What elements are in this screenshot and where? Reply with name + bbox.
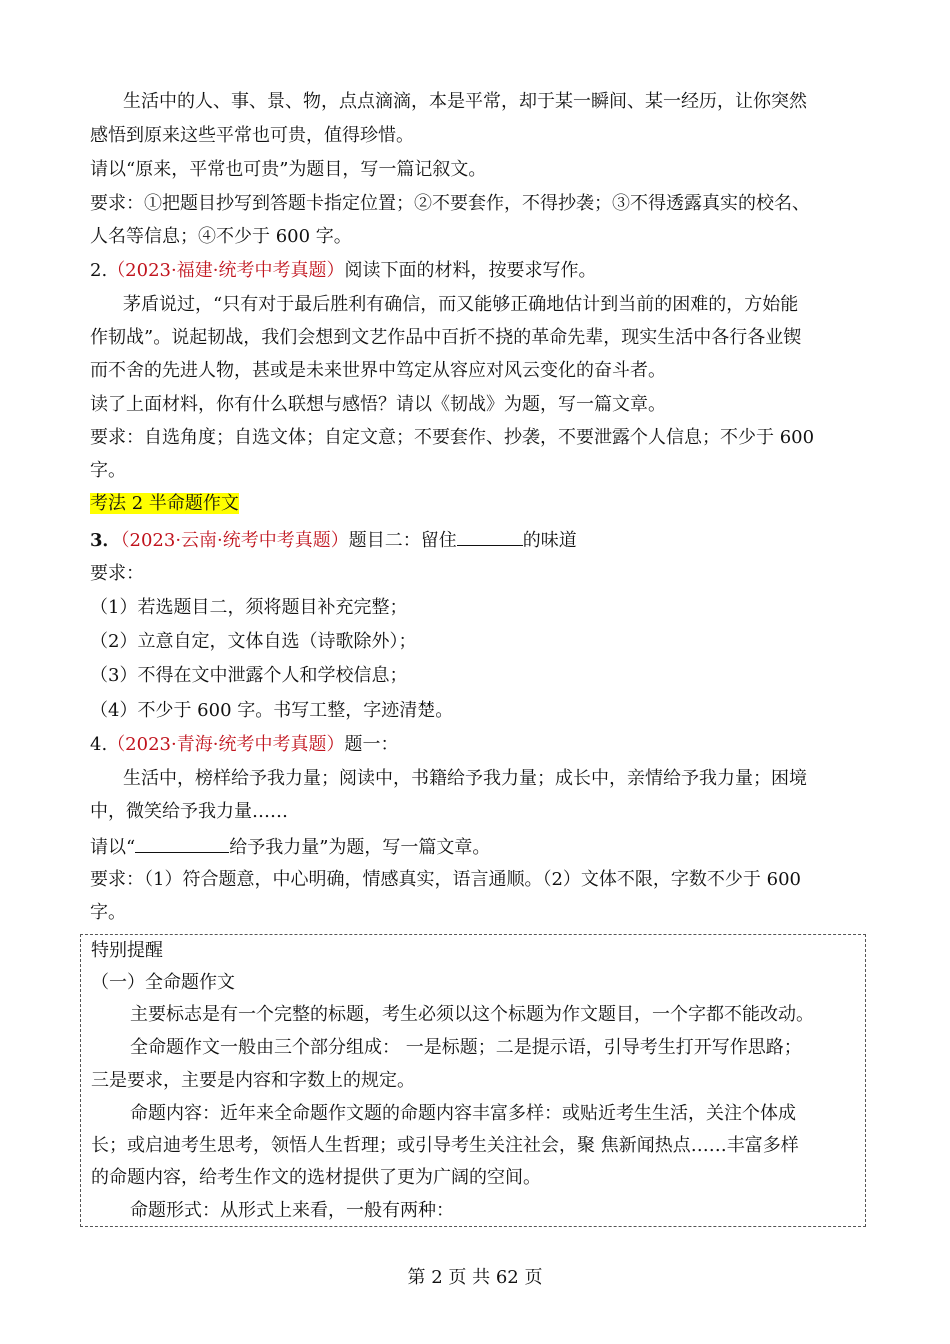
q2-prompt: 读了上面材料，你有什么联想与感悟？请以《韧战》为题，写一篇文章。 (90, 394, 666, 415)
special-tip-box (80, 934, 866, 1227)
q3-header (90, 527, 577, 553)
q3-number: 3． (90, 530, 121, 551)
q1-requirements-line1: 要求：①把题目抄写到答题卡指定位置；②不要套作，不得抄袭；③不得透露真实的校名、 (90, 193, 810, 214)
q3-source: （2023·云南·统考中考真题） (120, 530, 349, 551)
q1-paragraph-line2: 感悟到原来这些平常也可贵，值得珍惜。 (90, 125, 414, 146)
q2-source: （2023·福建·统考中考真题） (107, 260, 345, 281)
q2-instruction: 阅读下面的材料，按要求写作。 (344, 260, 597, 281)
tip-title: 特别提醒 (91, 940, 163, 961)
q3-requirement-1: （1）若选题目二，须将题目补充完整； (90, 597, 408, 618)
tip-paragraph-1: 主要标志是有一个完整的标题，考生必须以这个标题为作文题目，一个字都不能改动。 (130, 1004, 814, 1025)
tip-paragraph-3-line1: 命题内容：近年来全命题作文题的命题内容丰富多样：或贴近考生生活，关注个体成 (130, 1103, 796, 1124)
q4-prompt-prefix: 请以“ (90, 837, 136, 858)
q4-number: 4. (90, 734, 108, 755)
tip-paragraph-2-line2: 三是要求，主要是内容和字数上的规定。 (91, 1070, 415, 1091)
q4-prompt-suffix: 给予我力量”为题，写一篇文章。 (229, 837, 491, 858)
tip-paragraph-3-line2: 长；或启迪考生思考，领悟人生哲理；或引导考生关注社会，聚 焦新闻热点……丰富多样 (91, 1135, 799, 1156)
q3-title-prefix: 题目二：留住 (348, 530, 457, 551)
q2-header (90, 259, 596, 283)
q4-source: （2023·青海·统考中考真题） (107, 734, 345, 755)
section-heading-text: 考法 2 半命题作文 (90, 493, 239, 514)
q4-prompt-blank (135, 834, 229, 853)
q2-number: 2. (90, 260, 108, 281)
q4-paragraph-line2: 中，微笑给予我力量…… (90, 801, 288, 822)
q2-requirements-line2: 字。 (90, 460, 126, 481)
q4-requirements-line2: 字。 (90, 902, 126, 923)
q1-paragraph-line1: 生活中的人、事、景、物，点点滴滴，本是平常，却于某一瞬间、某一经历，让你突然 (123, 91, 807, 112)
q4-requirements-line1: 要求：（1）符合题意，中心明确，情感真实，语言通顺。（2）文体不限，字数不少于 600 (90, 869, 801, 890)
q3-title-suffix: 的味道 (522, 530, 577, 551)
q4-header (90, 733, 398, 757)
q2-requirements-line1: 要求：自选角度；自选文体；自定文意；不要套作、抄袭，不要泄露个人信息；不少于 600 (90, 427, 815, 448)
tip-paragraph-4: 命题形式：从形式上来看，一般有两种： (130, 1200, 454, 1221)
tip-subtitle: （一）全命题作文 (91, 972, 235, 993)
q3-requirement-2: （2）立意自定，文体自选（诗歌除外）； (90, 631, 417, 652)
page-footer: 第 2 页 共 62 页 (407, 1267, 543, 1288)
q1-prompt: 请以“原来，平常也可贵”为题目，写一篇记叙文。 (90, 159, 487, 180)
q4-paragraph-line1: 生活中，榜样给予我力量；阅读中，书籍给予我力量；成长中，亲情给予我力量；困境 (123, 768, 807, 789)
tip-paragraph-3-line3: 的命题内容，给考生作文的选材提供了更为广阔的空间。 (91, 1167, 541, 1188)
q2-paragraph-line1: 茅盾说过，“只有对于最后胜利有确信，而又能够正确地估计到当前的困难的，方始能 (123, 294, 799, 315)
q2-paragraph-line2: 作韧战”。说起韧战，我们会想到文艺作品中百折不挠的革命先辈，现实生活中各行各业锲 (90, 327, 802, 348)
section-heading (90, 492, 239, 516)
q4-prompt (90, 834, 490, 860)
q3-requirements-label: 要求： (90, 563, 144, 584)
q4-label: 题一： (344, 734, 399, 755)
q3-title-blank (457, 527, 523, 546)
q3-requirement-3: （3）不得在文中泄露个人和学校信息； (90, 665, 408, 686)
q1-requirements-line2: 人名等信息；④不少于 600 字。 (90, 226, 352, 247)
q3-requirement-4: （4）不少于 600 字。书写工整，字迹清楚。 (90, 700, 454, 721)
q2-paragraph-line3: 而不舍的先进人物，甚或是未来世界中笃定从容应对风云变化的奋斗者。 (90, 360, 666, 381)
tip-paragraph-2-line1: 全命题作文一般由三个部分组成： 一是标题；二是提示语，引导考生打开写作思路； (130, 1037, 802, 1058)
